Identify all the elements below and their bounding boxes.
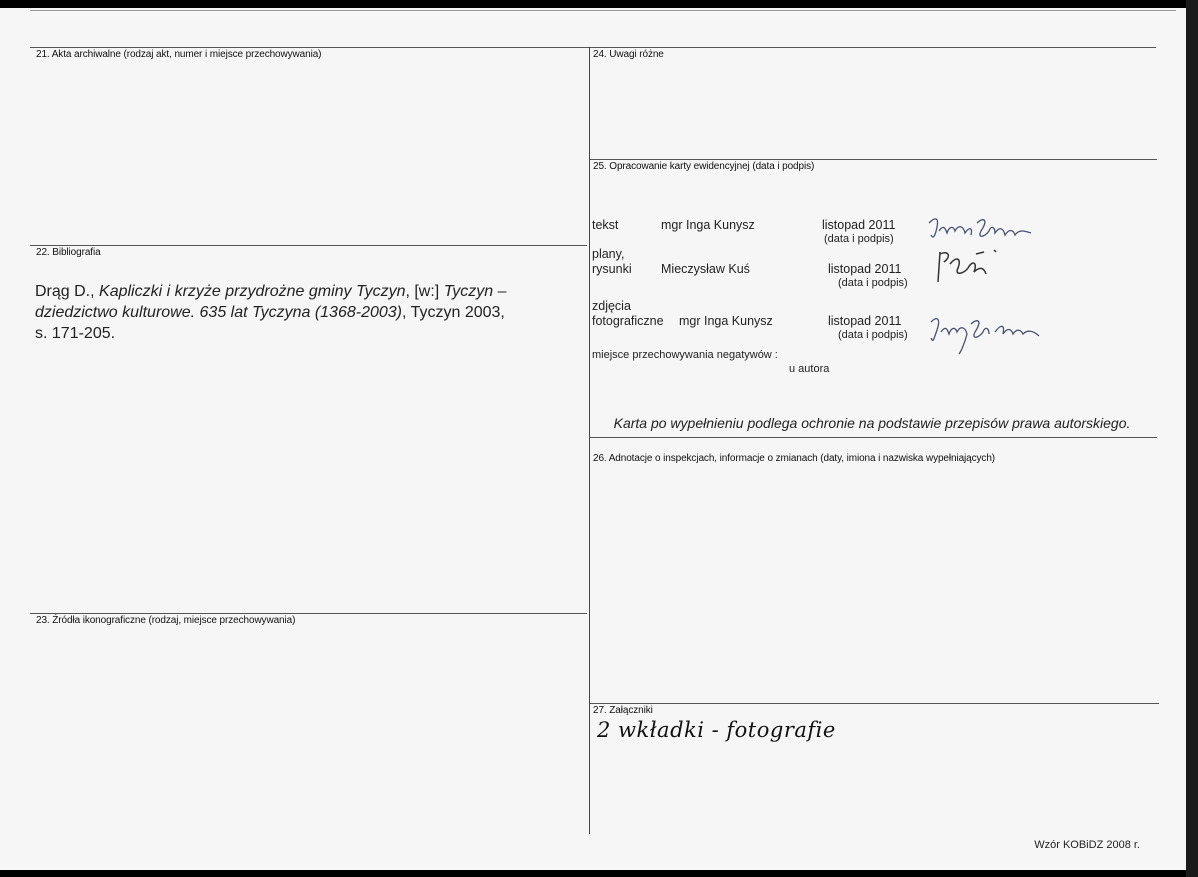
attachments-handwritten: 2 wkładki - fotografie — [597, 718, 836, 742]
section-27-label: 27. Załączniki — [593, 705, 653, 716]
role-plany: plany, — [592, 247, 625, 261]
section-26-label: 26. Adnotacje o inspekcjach, informacje o zmianach (daty, imiona i nazwiska wypełniających) — [593, 453, 996, 464]
signature-kus — [934, 246, 1006, 286]
divider — [30, 47, 1156, 48]
date-note: (data i podpis) — [838, 277, 908, 289]
role-zdjecia: zdjęcia — [592, 299, 631, 313]
negatives-label: miejsce przechowywania negatywów : — [592, 349, 778, 361]
signature-inga-kunysz-1 — [925, 213, 1037, 247]
author-name: mgr Inga Kunysz — [679, 314, 773, 328]
role-tekst: tekst — [592, 218, 619, 232]
signature-inga-kunysz-2 — [925, 312, 1043, 356]
column-divider — [589, 47, 590, 834]
section-24-label: 24. Uwagi różne — [593, 49, 664, 60]
section-22-label: 22. Bibliografia — [36, 247, 101, 258]
author-name: mgr Inga Kunysz — [661, 218, 755, 232]
date-value: listopad 2011 — [828, 262, 902, 276]
divider — [30, 10, 1176, 11]
negatives-value: u autora — [789, 363, 830, 375]
section-21-label: 21. Akta archiwalne (rodzaj akt, numer i miejsce przechowywania) — [36, 49, 322, 60]
divider — [30, 245, 587, 246]
divider — [589, 703, 1159, 704]
bibliography-line-3: s. 171-205. — [35, 325, 116, 342]
bibliography-line-1: Drąg D., Kapliczki i krzyże przydrożne gminy Tyczyn, [w:] Tyczyn – — [35, 283, 507, 300]
date-value: listopad 2011 — [822, 218, 896, 232]
divider — [30, 613, 587, 614]
author-name: Mieczysław Kuś — [661, 262, 750, 276]
section-23-label: 23. Źródła ikonograficzne (rodzaj, miejsce przechowywania) — [36, 615, 296, 626]
divider — [589, 437, 1157, 438]
role-fotograficzne: fotograficzne — [592, 314, 664, 328]
form-template-label: Wzór KOBiDZ 2008 r. — [1034, 839, 1140, 851]
divider — [589, 159, 1157, 160]
date-value: listopad 2011 — [828, 314, 902, 328]
date-note: (data i podpis) — [824, 233, 894, 245]
role-rysunki: rysunki — [592, 262, 632, 276]
bibliography-line-2: dziedzictwo kulturowe. 635 lat Tyczyna (1368-2003), Tyczyn 2003, — [35, 304, 505, 321]
copyright-notice: Karta po wypełnieniu podlega ochronie na podstawie przepisów prawa autorskiego. — [613, 415, 1131, 431]
bibliography-entry — [35, 281, 583, 344]
scan-edge — [1186, 0, 1198, 877]
section-25-label: 25. Opracowanie karty ewidencyjnej (data i podpis) — [593, 161, 815, 172]
date-note: (data i podpis) — [838, 329, 908, 341]
form-card — [0, 8, 1186, 870]
